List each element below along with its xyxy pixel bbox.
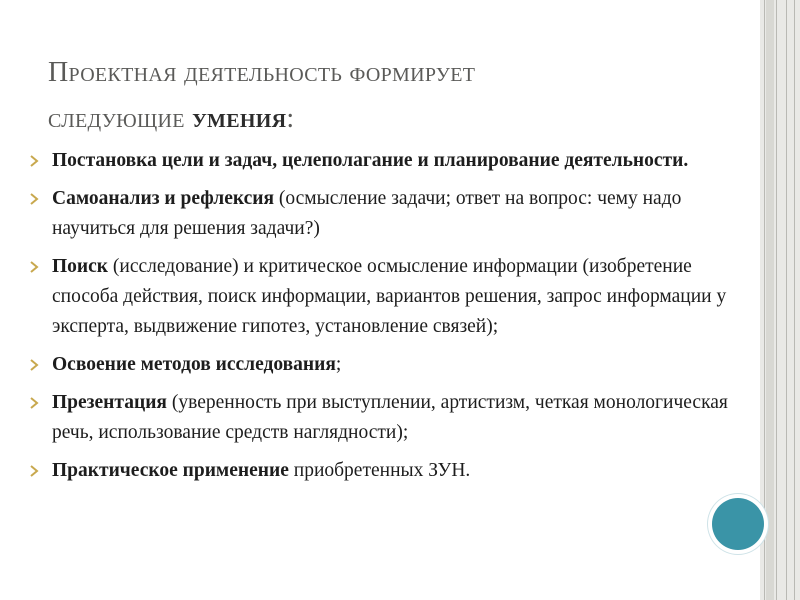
item-bold: Освоение методов исследования (52, 354, 336, 375)
item-bold: Поиск (52, 256, 109, 277)
item-bold: Практическое применение (52, 460, 289, 481)
item-text: ; (335, 354, 342, 375)
arrow-bullet-icon (28, 359, 40, 371)
item-bold: Самоанализ и рефлексия (52, 188, 275, 209)
list-item (24, 146, 744, 176)
title-line-2-plain: следующие (48, 103, 193, 134)
arrow-bullet-icon (28, 193, 40, 205)
edge-line (776, 0, 777, 600)
title-line-2-bold: умения (192, 103, 287, 134)
title-line-1: Проектная деятельность формирует (48, 57, 476, 88)
decorative-edge (760, 0, 800, 600)
arrow-bullet-icon (28, 261, 40, 273)
bullet-list (24, 146, 744, 494)
item-text: (осмысление задачи; ответ на вопрос: чему надо научиться для решения задачи?) (52, 188, 682, 239)
edge-line (786, 0, 787, 600)
list-item (24, 252, 744, 342)
edge-line (764, 0, 765, 600)
arrow-bullet-icon (28, 397, 40, 409)
title-line-2-tail: : (286, 103, 295, 134)
decorative-circle (712, 498, 764, 550)
list-item (24, 388, 744, 448)
item-text: (уверенность при выступлении, артистизм, четкая монологическая речь, использование средств наглядности); (52, 392, 728, 443)
item-text: (исследование) и критическое осмысление информации (изобретение способа действия, поиск информации, вариантов решения, запрос информации у эксперта, выдвижение гипотез, установление связей); (52, 256, 727, 337)
item-bold: Постановка цели и задач, целеполагание и планирование деятельности. (52, 150, 689, 171)
item-bold: Презентация (52, 392, 167, 413)
arrow-bullet-icon (28, 155, 40, 167)
list-item (24, 184, 744, 244)
item-text: приобретенных ЗУН. (288, 460, 471, 481)
list-item (24, 456, 744, 486)
edge-band (766, 0, 774, 600)
arrow-bullet-icon (28, 465, 40, 477)
title-line-2 (48, 96, 728, 142)
edge-line (794, 0, 795, 600)
slide-title (48, 50, 728, 142)
list-item (24, 350, 744, 380)
